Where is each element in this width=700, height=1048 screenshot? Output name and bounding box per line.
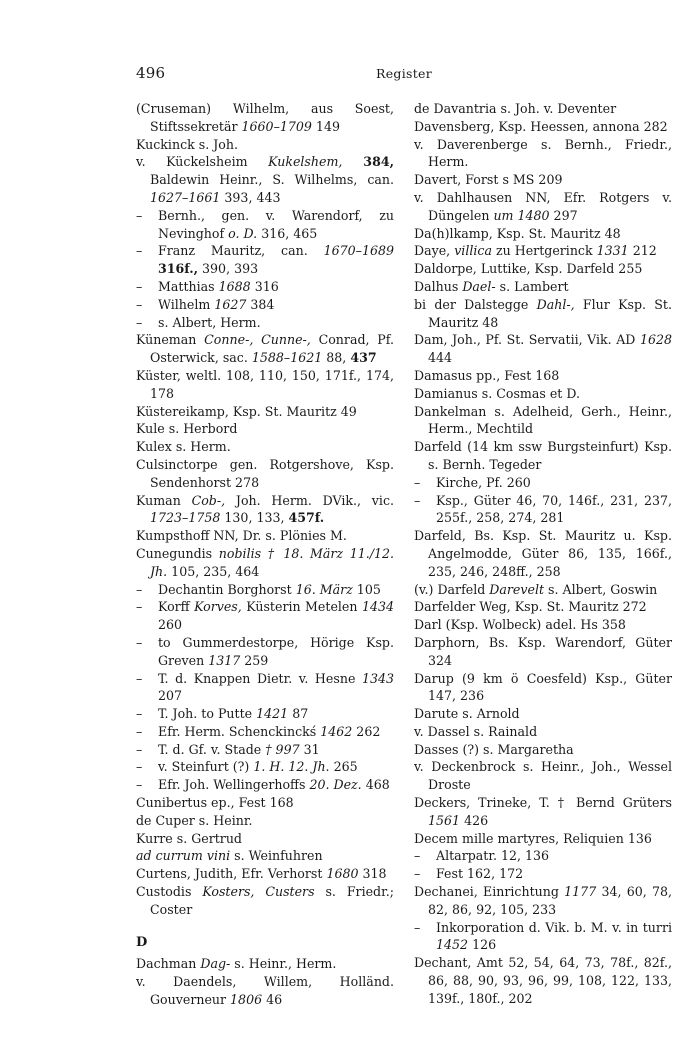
index-subentry [136,634,394,670]
entry-text: 105 [352,581,381,597]
index-subentry [414,919,672,955]
entry-text: Küsterin Metelen [241,599,362,615]
index-subentry [136,278,394,296]
index-subentry [414,847,672,865]
entry-italic: Dag- [200,956,231,972]
index-entry [414,331,672,367]
entry-bold-page: 457f. [288,510,325,526]
entry-text: Wilhelm [158,296,215,312]
entry-text: Darup (9 km ö Coesfeld) Ksp., Güter 147, 236 [414,670,672,704]
entry-text: Dalhus [414,278,463,294]
index-entry [414,296,672,332]
index-entry [414,171,672,189]
entry-text: bi der Dalstegge [414,296,537,312]
entry-text: 468 [361,777,390,793]
index-entry [414,100,672,118]
entry-text: 260 [158,617,183,633]
entry-text: Darute s. Arnold [414,706,520,722]
entry-italic: 1331 [596,243,629,259]
entry-text: Dechanei, Einrichtung [414,884,565,900]
index-subentry [136,314,394,332]
index-entry [136,420,394,438]
entry-italic: 1628 [639,332,672,348]
entry-text: s. Weinfuhren [230,848,323,864]
entry-text: s. Albert, Herm. [158,314,261,330]
index-entry [136,153,394,206]
entry-italic: 1680 [326,866,359,882]
index-entry [414,118,672,136]
entry-italic: Dael- [462,278,496,294]
entry-italic: 1462 [320,723,353,739]
entry-text: Kuman [136,492,192,508]
entry-text: Dam, Joh., Pf. St. Servatii, Vik. AD [414,332,640,348]
index-subentry [136,670,394,706]
entry-text: Franz Mauritz, can. [158,243,324,259]
entry-text: s. Albert, Goswin [544,581,658,597]
index-entry [136,883,394,919]
index-entry [414,794,672,830]
index-entry [414,830,672,848]
entry-italic: 1660–1709 [241,118,312,134]
entry-text: Culsinctorpe gen. Rotgershove, Ksp. Sendenhorst 278 [136,456,394,490]
index-entry [136,403,394,421]
entry-text: Efr. Joh. Wellingerhoffs [158,777,310,793]
index-entry [414,883,672,919]
entry-text: 259 [240,652,269,668]
entry-italic: o. D. [228,225,258,241]
index-entry [136,955,394,973]
entry-text: 87 [288,706,309,722]
index-subentry [136,581,394,599]
entry-text: 384 [246,296,275,312]
page-heading: Register [375,66,433,81]
entry-italic: 1421 [256,706,289,722]
index-entry [136,367,394,403]
entry-text: 130, 133, [220,510,289,526]
entry-text: v. Kückelsheim [136,154,269,170]
index-entry [414,741,672,759]
entry-text: 262 [352,723,381,739]
index-entry [414,723,672,741]
entry-italic: um 1480 [493,207,550,223]
index-entry [414,403,672,439]
entry-text: (Cruseman) Wilhelm, aus Soest, Stiftssekretär [136,101,394,134]
entry-text: T. d. Knappen Dietr. v. Hesne [158,670,362,686]
entry-bold-page: 316f., [158,261,199,277]
entry-italic: Dahl-, [536,296,575,312]
index-entry [414,242,672,260]
entry-text: Deckers, Trineke, T. † Bernd Grüters [414,795,672,811]
entry-text: Dasses (?) s. Margaretha [414,741,574,757]
index-entry [414,385,672,403]
entry-text: Daye, [414,243,455,259]
entry-text: Kulex s. Herm. [136,439,231,455]
index-entry [414,581,672,599]
index-entry [414,527,672,580]
entry-text: to Gummerdestorpe, Hörige Ksp. Greven [158,634,394,668]
entry-text: Davensberg, Ksp. Heessen, annona 282 [414,118,668,134]
index-entry [414,616,672,634]
entry-text: 105, 235, 464 [167,563,260,579]
entry-italic: 1670–1689 [323,243,394,259]
entry-text: Dechantin Borghorst [158,581,296,597]
index-entry [136,812,394,830]
entry-text: Daldorpe, Luttike, Ksp. Darfeld 255 [414,261,643,277]
entry-text: v. Daendels, Willem, Holländ. Gouverneur [136,974,394,1008]
index-entry [136,865,394,883]
index-entry [136,527,394,545]
index-subentry [414,865,672,883]
entry-text: Cunibertus ep., Fest 168 [136,795,294,811]
index-subentry [136,741,394,759]
index-entry [414,758,672,794]
index-entry [136,492,394,528]
index-entry [414,438,672,474]
index-entry [414,634,672,670]
entry-italic: ad currum vini [136,848,231,864]
entry-text: zu Hertgerinck [491,243,597,259]
index-entry [414,225,672,243]
entry-italic: 1317 [208,652,241,668]
index-entry [136,456,394,492]
index-subentry [414,492,672,528]
entry-italic: 1627–1661 [150,189,221,205]
entry-italic: Darevelt [489,581,545,597]
entry-text: 46 [262,992,283,1008]
page-number: 496 [136,64,166,82]
index-entry [414,954,672,1007]
index-entry [136,438,394,456]
entry-text: Da(h)lkamp, Ksp. St. Mauritz 48 [414,225,621,241]
entry-italic: 1452 [436,937,469,953]
entry-text: 316 [250,278,279,294]
entry-text: Kule s. Herbord [136,421,238,437]
entry-italic: villica [454,243,492,259]
index-subentry [136,758,394,776]
entry-text: Küneman [136,332,205,348]
index-subentry [136,598,394,634]
entry-italic: 1343 [361,670,394,686]
entry-text: Darl (Ksp. Wolbeck) adel. Hs 358 [414,617,626,633]
entry-text: v. Deckenbrock s. Heinr., Joh., Wessel Droste [414,759,672,793]
entry-text: Kurre s. Gertrud [136,830,242,846]
entry-text: s. Lambert [495,278,569,294]
entry-text: Efr. Herm. Schenckinckś [158,723,321,739]
index-entry [414,598,672,616]
entry-text: Kumpsthoff NN, Dr. s. Plönies M. [136,528,347,544]
entry-text: 426 [460,812,489,828]
entry-text: Darfeld (14 km ssw Burgsteinfurt) Ksp. s. Bernh. Tegeder [414,439,672,472]
entry-text: 390, 393 [198,261,259,277]
entry-italic: 1723–1758 [150,510,221,526]
entry-text: Dechant, Amt 52, 54, 64, 73, 78f., 82f., 86, 88, 90, 93, 96, 99, 108, 122, 133, 139f., 180f., 202 [414,955,672,1006]
entry-text: Darfelder Weg, Ksp. St. Mauritz 272 [414,599,647,615]
index-column-left [136,100,394,1009]
entry-text: 444 [428,350,453,366]
entry-text: 318 [358,866,387,882]
entry-text: 212 [628,243,657,259]
entry-text: Dachman [136,956,201,972]
entry-text: de Davantria s. Joh. v. Deventer [414,101,617,116]
section-letter-heading: D [136,934,148,950]
entry-text: Darphorn, Bs. Ksp. Warendorf, Güter 324 [414,634,672,668]
entry-text: Custodis [136,884,203,900]
index-entry [136,973,394,1009]
entry-italic: 1561 [428,812,461,828]
entry-italic: 1. H. 12. Jh. [253,759,330,775]
entry-text: 393, 443 [220,189,281,205]
entry-text: Cunegundis [136,545,219,561]
index-entry [136,794,394,812]
entry-italic: 20. Dez. [309,777,362,793]
entry-text: Küstereikamp, Ksp. St. Mauritz 49 [136,403,357,419]
entry-text: 265 [329,759,358,775]
entry-text: 316, 465 [257,225,318,241]
entry-text: Inkorporation d. Vik. b. M. v. in turri [436,919,672,935]
entry-text: Joh. Herm. DVik., vic. [225,492,394,508]
entry-italic: Kukelshem, [268,154,343,170]
index-entry [136,830,394,848]
entry-text: T. d. Gf. v. Stade [158,741,266,757]
entry-text: v. Steinfurt (?) [158,759,254,775]
entry-text: Matthias [158,278,219,294]
entry-text: s. Friedr.; Coster [150,884,394,917]
entry-text: 297 [549,207,578,223]
entry-text: Davert, Forst s MS 209 [414,172,563,188]
index-entry [414,260,672,278]
entry-text: Altarpatr. 12, 136 [436,848,550,864]
entry-italic: Korves, [194,599,242,615]
entry-text: v. Dahlhausen NN, Efr. Rotgers v. Düngelen [414,189,672,223]
entry-italic: 1177 [564,884,597,900]
entry-text: s. Heinr., Herm. [230,956,337,972]
entry-text: Kirche, Pf. 260 [436,474,531,490]
entry-text: Fest 162, 172 [436,866,524,882]
entry-bold-page: 437 [350,350,377,366]
entry-text: Curtens, Judith, Efr. Verhorst [136,866,327,882]
index-subentry [136,776,394,794]
entry-text: Flur Ksp. St. Mauritz 48 [428,296,672,330]
index-entry [136,100,394,136]
entry-italic: 1806 [230,992,263,1008]
entry-text: Dankelman s. Adelheid, Gerh., Heinr., Herm., Mechtild [414,403,672,437]
entry-text: Bernh., gen. v. Warendorf, zu Nevinghof [158,207,394,241]
entry-text: Korff [158,599,195,615]
entry-text: 126 [468,937,497,953]
entry-text: 34, 60, 78, 82, 86, 92, 105, 233 [428,884,672,917]
entry-text: Ksp., Güter 46, 70, 146f., 231, 237, 255f., 258, 274, 281 [436,492,672,526]
entry-text: 88, [322,350,351,366]
index-entry [414,705,672,723]
entry-bold-page: 384, [342,154,394,170]
entry-text: v. Daverenberge s. Bernh., Friedr., Herm. [414,136,672,170]
index-entry [136,136,394,154]
entry-italic: 1588–1621 [251,350,323,366]
entry-text: Darfeld, Bs. Ksp. St. Mauritz u. Ksp. Angelmodde, Güter 86, 135, 166f., 235, 246, 248ff., 258 [414,528,672,579]
index-entry [414,136,672,172]
index-entry [136,331,394,367]
entry-text: de Cuper s. Heinr. [136,812,253,828]
index-subentry [136,296,394,314]
entry-text: Damianus s. Cosmas et D. [414,385,581,401]
entry-italic: Kosters, Custers [202,884,315,900]
entry-text: Decem mille martyres, Reliquien 136 [414,830,652,846]
entry-text: T. Joh. to Putte [158,706,257,722]
index-entry [414,670,672,706]
entry-text: Conrad, Pf. Osterwick, sac. [150,332,394,366]
entry-text: 31 [299,741,320,757]
index-column-right [414,100,672,1008]
index-subentry [136,705,394,723]
index-entry [136,545,394,581]
entry-text: 149 [311,118,340,134]
index-entry [136,847,394,865]
entry-text: Baldewin Heinr., S. Wilhelms, can. [150,172,394,188]
index-subentry [136,723,394,741]
entry-italic: nobilis † 18. März 11./12. Jh. [150,545,394,579]
entry-italic: 1688 [218,278,251,294]
entry-italic: Conne-, Cunne-, [204,332,311,348]
index-subentry [414,474,672,492]
entry-italic: 1627 [214,296,247,312]
index-subentry [136,207,394,243]
index-entry [414,278,672,296]
index-subentry [136,242,394,278]
entry-text: Küster, weltl. 108, 110, 150, 171f., 174, 178 [136,367,394,401]
entry-text: Kuckinck s. Joh. [136,136,238,152]
entry-italic: 16. März [295,581,353,597]
entry-text: v. Dassel s. Rainald [414,723,538,739]
entry-italic: † 997 [265,741,300,757]
entry-text: (v.) Darfeld [414,581,490,597]
entry-italic: 1434 [361,599,394,615]
index-entry [414,189,672,225]
entry-text: 207 [158,688,183,704]
entry-text: Damasus pp., Fest 168 [414,367,560,383]
index-entry [414,367,672,385]
entry-italic: Cob-, [191,492,226,508]
